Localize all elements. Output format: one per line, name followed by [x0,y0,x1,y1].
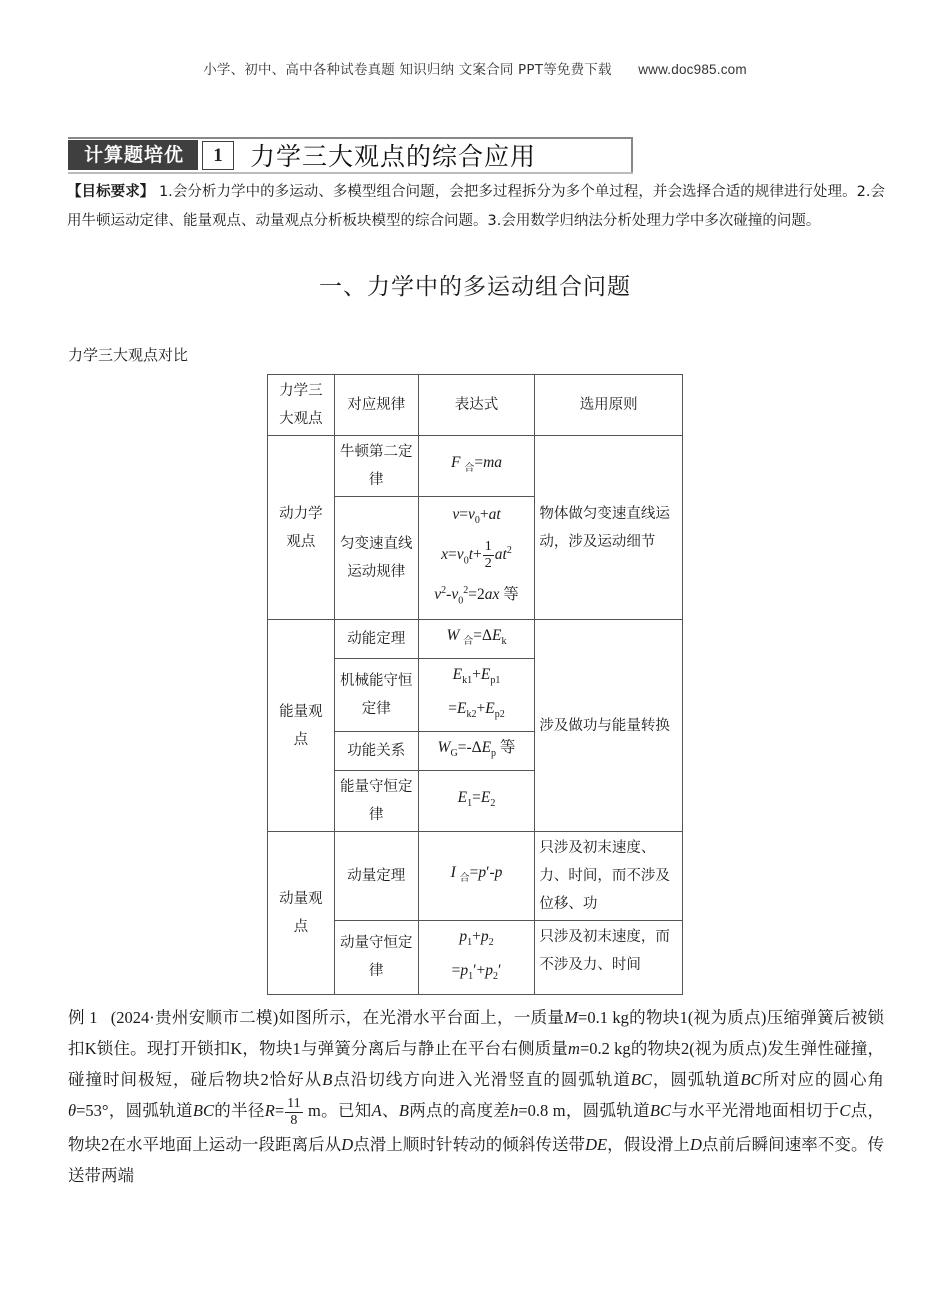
example-text: 点，物块2在水平地面上运动一段距离后从 [68,1101,885,1154]
example-text: 、 [381,1101,399,1120]
header-law: 对应规律 [334,375,418,436]
section-title: 一、力学中的多运动组合问题 [319,274,631,300]
view-energy: 能量观点 [268,620,335,832]
banner-number: 1 [202,141,234,170]
radius-numerator: 11 [287,1095,301,1111]
example-text: 两点的高度差 [408,1101,511,1120]
view-dynamics: 动力学观点 [268,436,335,620]
example-text: =0.2 kg的物块2(视为质点)发生弹性碰撞，碰撞时间极短，碰后物块2恰好从 [68,1039,884,1089]
expr-mech-energy: $E_{k1}+E_{p1}$ $=E_{k2}+E_{p2}$ [418,659,535,732]
law-newton2: 牛顿第二定律 [334,436,418,497]
principle-dynamics: 物体做匀变速直线运动，涉及运动细节 [535,436,683,620]
goal-label: 【目标要求】 [67,184,155,200]
page-title: 力学三大观点的综合应用 [250,142,537,171]
header-tagline: 小学、初中、高中各种试卷真题 知识归纳 文案合同 PPT等免费下载 [203,62,612,78]
header-expr: 表达式 [418,375,535,436]
goal-paragraph [67,178,885,236]
expr-uniform-accel: $v=v_0+at$ $x=v_0t+$ $\frac{1}{2}$ $at^2$ $v^2-v_0^2=2ax$ 等 [418,497,535,620]
example-text: m。已知 [303,1101,372,1120]
banner-tag: 计算题培优 [68,140,198,170]
law-momentum-conservation: 动量守恒定律 [334,921,418,994]
expr-momentum-conservation: $p_1+p_2$ $=p_1'+p_2'$ [418,921,535,994]
example-text: ，假设滑上 [607,1134,690,1154]
comparison-table [267,374,683,995]
radius-denominator: 8 [290,1112,298,1128]
example-text: 点前后瞬间速率不变。传送带两端 [68,1134,885,1185]
example-text: 所对应的圆心角 [761,1070,885,1089]
example-paragraph: 例 1 (2024·贵州安顺市二模)如图所示，在光滑水平台面上，一质量M=0.1 kg的物块1(视为质点)压缩弹簧后被锁扣K锁住。现打开锁扣K，物块1与弹簧分离后与静止在平台右侧质量m=0.2 kg的物块2(视为质点)发生弹性碰撞，碰撞时间极短，碰后物块2恰好从B点沿切线方向进入光滑竖直的圆弧轨道BC，圆弧轨道BC所对应的圆心角θ=53°，圆弧轨道BC的半径R= $\frac{11}{8}$ m。已知A、B两点的高度差h=0.8 m，圆弧轨道BC与水平光滑地面相切于C点，物块2在水平地面上运动一段距离后从D点滑上顺时针转动的倾斜传送带DE，假设滑上D点前后瞬间速率不变。传送带两端 [68,1008,885,1185]
header-view-text: 力学三大观点 [279,383,323,427]
table-row [268,436,683,497]
example-text: 点沿切线方向进入光滑竖直的圆弧轨道 [332,1070,631,1089]
law-uniform-accel: 匀变速直线运动规律 [334,497,418,620]
example-text: 如图所示，在光滑水平台面上，一质量 [278,1008,565,1027]
view-momentum: 动量观点 [268,832,335,994]
expr-work-energy: W $_合=\Delta E_k$ [418,620,535,659]
expr-newton2: F $_合$=ma [418,436,535,497]
expr-sub: 合 [464,463,475,475]
header-url[interactable]: www.doc985.com [638,62,747,77]
example-text: 点滑上顺时针转动的倾斜传送带 [353,1134,586,1154]
site-header [0,58,950,78]
expr-energy-conservation: $E_1=E_2$ [418,771,535,832]
banner-frame-right [631,137,633,173]
example-text: 与水平光滑地面相切于 [671,1101,840,1120]
goal-text: 1.会分析力学中的多运动、多模型组合问题，会把多过程拆分为多个单过程，并会选择合适的规律进行处理。2.会用牛顿运动定律、能量观点、动量观点分析板块模型的综合问题。3.会用数学归纳法分析处理力学中多次碰撞的问题。 [67,184,885,229]
principle-energy: 涉及做功与能量转换 [535,620,683,832]
example-text: =0.1 kg的物块1(视为质点)压缩弹簧后被锁扣K锁住。现打开锁扣K，物块1与弹簧分离后与静止在平台右侧质量 [68,1008,885,1058]
table-caption: 力学三大观点对比 [68,346,189,364]
header-view [268,375,335,436]
table-row [268,620,683,659]
header-principle: 选用原则 [535,375,683,436]
example-source: (2024·贵州安顺市二模) [110,1008,279,1027]
example-text: ，圆弧轨道 [651,1070,741,1089]
table-header-row [268,375,683,436]
law-work-energy: 动能定理 [334,620,418,659]
example-text: 的半径 [213,1101,265,1120]
expr-impulse: I $_合$=p′-p [418,832,535,921]
example-text: =0.8 m，圆弧轨道 [518,1101,650,1120]
title-banner [68,138,536,172]
principle-impulse: 只涉及初末速度、力、时间，而不涉及位移、功 [535,832,683,921]
expr-function-relation: $W_G=-\Delta E_p$ 等 [418,732,535,771]
law-mech-energy: 机械能守恒定律 [334,659,418,732]
example-label: 例 1 [68,1008,98,1027]
law-impulse: 动量定理 [334,832,418,921]
law-function-relation: 功能关系 [334,732,418,771]
table-row [268,832,683,921]
example-text: =53°，圆弧轨道 [76,1101,193,1120]
principle-momentum-conservation: 只涉及初末速度，而不涉及力、时间 [535,921,683,994]
law-energy-conservation: 能量守恒定律 [334,771,418,832]
radius-fraction [285,1096,302,1129]
